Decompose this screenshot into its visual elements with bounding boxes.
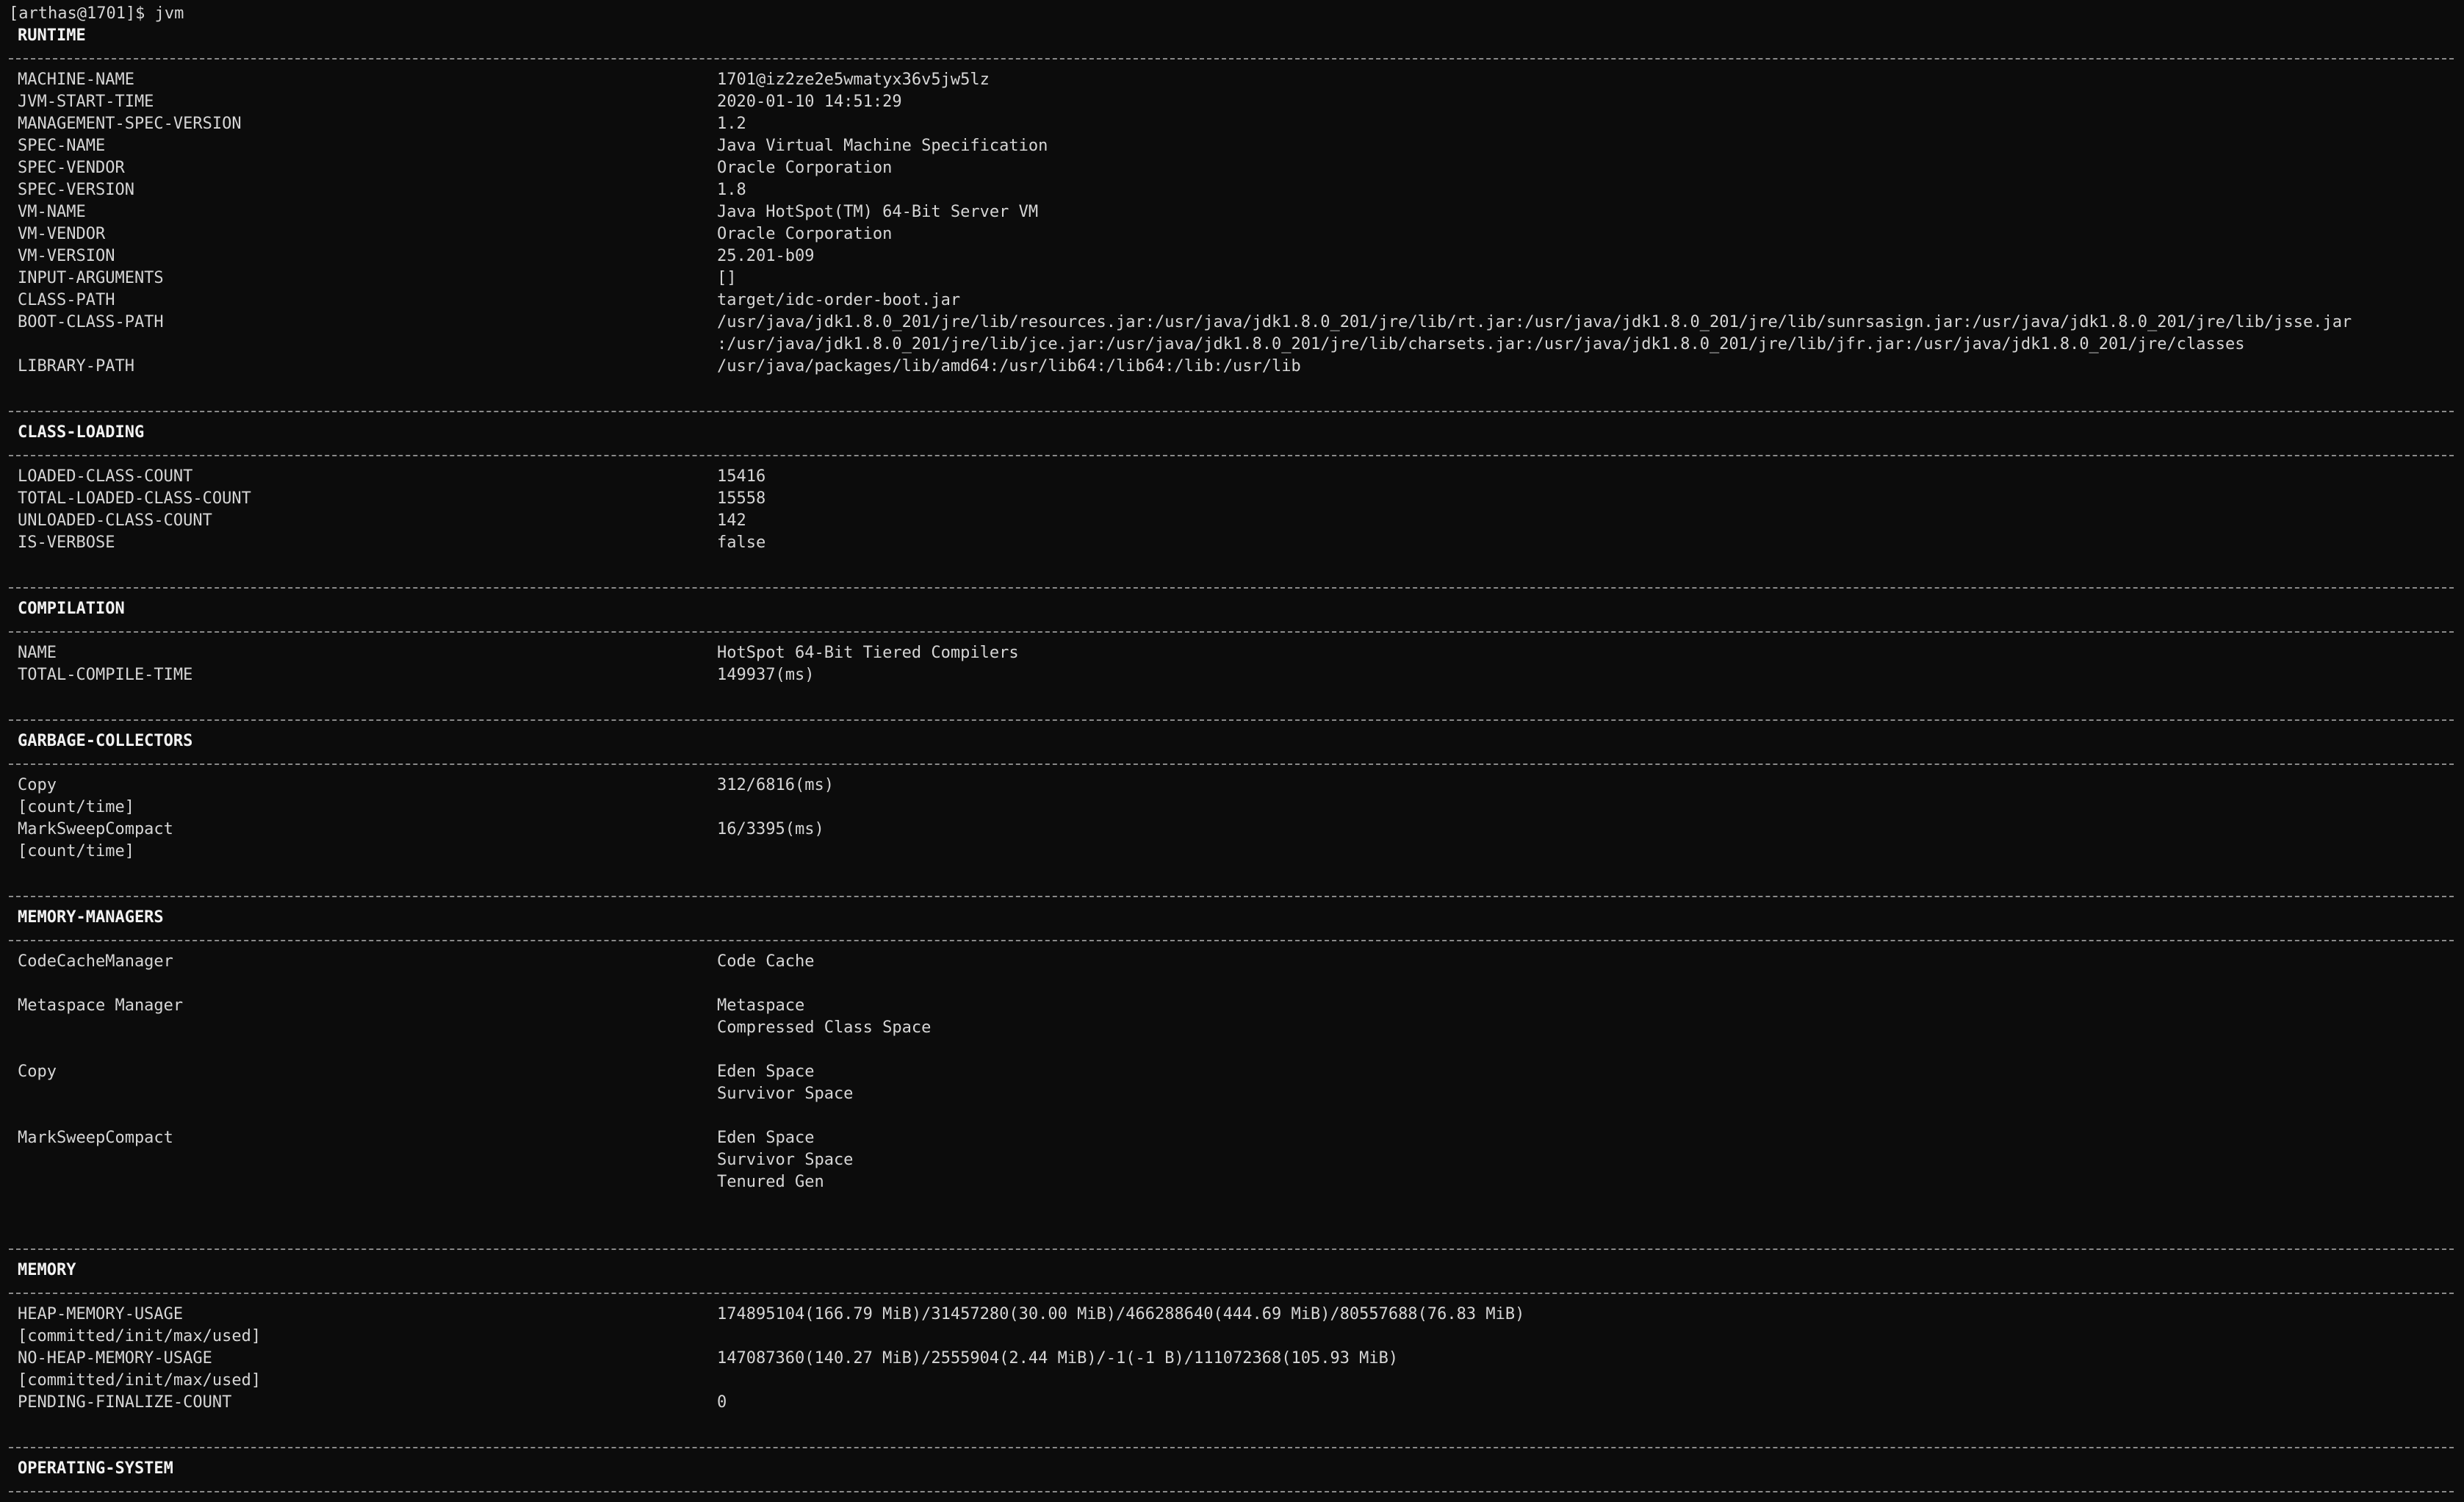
row-key: NAME: [18, 644, 57, 662]
row-key: LIBRARY-PATH: [18, 357, 134, 376]
info-row: [7, 201, 2454, 223]
info-row: [7, 642, 2454, 664]
section-divider: [7, 576, 2454, 598]
row-value: Metaspace: [717, 996, 805, 1015]
section-divider: [7, 1480, 2454, 1502]
row-value: Survivor Space: [717, 1151, 854, 1169]
info-row: [7, 1039, 2454, 1061]
info-row: [7, 1326, 2454, 1348]
info-row: [7, 1304, 2454, 1326]
row-key: LOADED-CLASS-COUNT: [18, 467, 193, 486]
command-prompt: [arthas@1701]$ jvm: [9, 4, 184, 23]
row-value: Survivor Space: [717, 1085, 854, 1103]
row-value: 15558: [717, 489, 766, 508]
row-key: [count/time]: [18, 842, 134, 860]
row-key: UNLOADED-CLASS-COUNT: [18, 511, 212, 530]
blank-line: [7, 554, 2454, 576]
row-value: 142: [717, 511, 746, 530]
row-value: false: [717, 533, 766, 552]
row-value: 1.2: [717, 115, 746, 133]
section-divider: [7, 400, 2454, 422]
info-row: [7, 1370, 2454, 1392]
row-value: 312/6816(ms): [717, 776, 834, 794]
row-value: Oracle Corporation: [717, 225, 893, 243]
row-value: :/usr/java/jdk1.8.0_201/jre/lib/jce.jar:/usr/java/jdk1.8.0_201/jre/lib/charsets.jar:/usr/java/jdk1.8.0_201/jre/lib/jfr.jar:/usr/java/jdk1.8.0_201/jre/classes: [717, 335, 2245, 353]
info-row: [7, 135, 2454, 157]
blank-line: [7, 1414, 2454, 1436]
info-row: [7, 973, 2454, 995]
row-key: Copy: [18, 1063, 57, 1081]
row-value: /usr/java/packages/lib/amd64:/usr/lib64:/lib64:/lib:/usr/lib: [717, 357, 1301, 376]
row-key: INPUT-ARGUMENTS: [18, 269, 164, 287]
section-divider: [7, 752, 2454, 775]
info-row: [7, 1083, 2454, 1105]
info-row: [7, 312, 2454, 334]
row-key: SPEC-VENDOR: [18, 159, 125, 177]
info-row: [7, 995, 2454, 1017]
info-row: [7, 466, 2454, 488]
section-divider: [7, 47, 2454, 69]
info-row: [7, 69, 2454, 91]
row-value: Code Cache: [717, 952, 815, 971]
blank-line: [7, 686, 2454, 708]
info-row: [7, 245, 2454, 267]
info-row: [7, 1348, 2454, 1370]
row-value: 149937(ms): [717, 666, 815, 684]
row-value: 1.8: [717, 181, 746, 199]
info-row: [7, 267, 2454, 290]
info-row: [7, 951, 2454, 973]
info-row: [7, 1171, 2454, 1193]
row-value: 147087360(140.27 MiB)/2555904(2.44 MiB)/-1(-1 B)/111072368(105.93 MiB): [717, 1349, 1399, 1368]
row-value: Eden Space: [717, 1129, 815, 1147]
info-row: [7, 1017, 2454, 1039]
section-divider: [7, 1237, 2454, 1260]
section-divider: [7, 708, 2454, 730]
row-value: 15416: [717, 467, 766, 486]
row-key: Copy: [18, 776, 57, 794]
row-key: MANAGEMENT-SPEC-VERSION: [18, 115, 242, 133]
info-row: [7, 334, 2454, 356]
row-key: VM-VENDOR: [18, 225, 106, 243]
section-divider: [7, 444, 2454, 466]
row-value: Java Virtual Machine Specification: [717, 137, 1048, 155]
info-row: [7, 113, 2454, 135]
row-key: MACHINE-NAME: [18, 71, 134, 89]
row-key: [count/time]: [18, 798, 134, 816]
row-key: HEAP-MEMORY-USAGE: [18, 1305, 184, 1323]
section-header-memory: MEMORY: [18, 1261, 76, 1279]
row-key: MarkSweepCompact: [18, 1129, 173, 1147]
info-row: [7, 157, 2454, 179]
info-row: [7, 841, 2454, 863]
row-value: 0: [717, 1393, 727, 1412]
section-divider: [7, 1282, 2454, 1304]
row-key: CLASS-PATH: [18, 291, 115, 309]
row-value: Compressed Class Space: [717, 1018, 932, 1037]
info-row: [7, 488, 2454, 510]
row-value: target/idc-order-boot.jar: [717, 291, 961, 309]
row-key: JVM-START-TIME: [18, 93, 154, 111]
row-key: SPEC-NAME: [18, 137, 106, 155]
section-divider: [7, 885, 2454, 907]
row-value: 2020-01-10 14:51:29: [717, 93, 902, 111]
row-key: BOOT-CLASS-PATH: [18, 313, 164, 331]
row-value: 1701@iz2ze2e5wmatyx36v5jw5lz: [717, 71, 990, 89]
row-value: 25.201-b09: [717, 247, 815, 265]
row-value: Tenured Gen: [717, 1173, 824, 1191]
row-key: MarkSweepCompact: [18, 820, 173, 838]
info-row: [7, 179, 2454, 201]
row-value: /usr/java/jdk1.8.0_201/jre/lib/resources.jar:/usr/java/jdk1.8.0_201/jre/lib/rt.jar:/usr/java/jdk1.8.0_201/jre/lib/sunrsasign.jar:/usr/java/jdk1.8.0_201/jre/lib/jsse.jar: [717, 313, 2352, 331]
info-row: [7, 1392, 2454, 1414]
blank-line: [7, 378, 2454, 400]
section-header-runtime: RUNTIME: [18, 26, 86, 45]
row-key: VM-NAME: [18, 203, 86, 221]
row-key: [committed/init/max/used]: [18, 1327, 262, 1345]
info-row: [7, 510, 2454, 532]
section-header-compilation: COMPILATION: [18, 600, 125, 618]
info-row: [7, 775, 2454, 797]
terminal-output[interactable]: [7, 3, 2454, 1502]
info-row: [7, 1193, 2454, 1215]
info-row: [7, 664, 2454, 686]
section-header-operating-system: OPERATING-SYSTEM: [18, 1459, 173, 1478]
row-key: Metaspace Manager: [18, 996, 184, 1015]
row-value: Java HotSpot(TM) 64-Bit Server VM: [717, 203, 1039, 221]
info-row: [7, 797, 2454, 819]
info-row: [7, 290, 2454, 312]
row-key: CodeCacheManager: [18, 952, 173, 971]
row-key: VM-VERSION: [18, 247, 115, 265]
row-value: Oracle Corporation: [717, 159, 893, 177]
row-value: []: [717, 269, 737, 287]
info-row: [7, 223, 2454, 245]
section-header-class-loading: CLASS-LOADING: [18, 423, 145, 442]
section-divider: [7, 1436, 2454, 1458]
info-row: [7, 1127, 2454, 1149]
info-row: [7, 1149, 2454, 1171]
row-value: HotSpot 64-Bit Tiered Compilers: [717, 644, 1019, 662]
row-key: [committed/init/max/used]: [18, 1371, 262, 1390]
info-row: [7, 356, 2454, 378]
section-divider: [7, 929, 2454, 951]
info-row: [7, 819, 2454, 841]
info-row: [7, 1061, 2454, 1083]
blank-line: [7, 863, 2454, 885]
row-value: 16/3395(ms): [717, 820, 824, 838]
info-row: [7, 1105, 2454, 1127]
row-value: 174895104(166.79 MiB)/31457280(30.00 MiB)/466288640(444.69 MiB)/80557688(76.83 MiB): [717, 1305, 1525, 1323]
row-key: TOTAL-LOADED-CLASS-COUNT: [18, 489, 251, 508]
section-header-garbage-collectors: GARBAGE-COLLECTORS: [18, 732, 193, 750]
row-value: Eden Space: [717, 1063, 815, 1081]
section-header-memory-managers: MEMORY-MANAGERS: [18, 908, 164, 927]
row-key: IS-VERBOSE: [18, 533, 115, 552]
row-key: SPEC-VERSION: [18, 181, 134, 199]
row-key: NO-HEAP-MEMORY-USAGE: [18, 1349, 212, 1368]
info-row: [7, 91, 2454, 113]
info-row: [7, 532, 2454, 554]
blank-line: [7, 1215, 2454, 1237]
row-key: PENDING-FINALIZE-COUNT: [18, 1393, 232, 1412]
row-key: TOTAL-COMPILE-TIME: [18, 666, 193, 684]
section-divider: [7, 620, 2454, 642]
